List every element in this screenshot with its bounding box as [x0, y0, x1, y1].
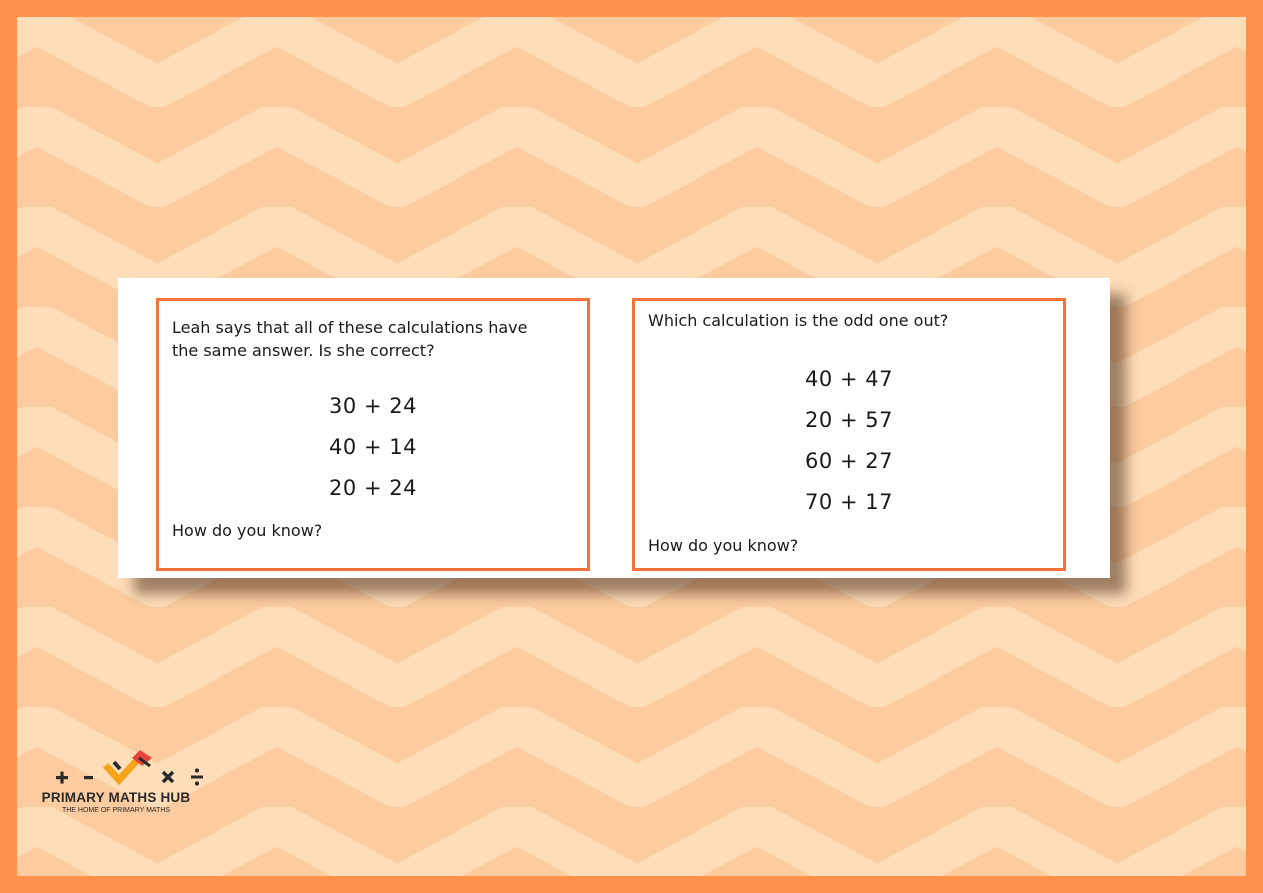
primary-maths-hub-logo [30, 736, 210, 816]
calculation: 30 + 24 [329, 394, 417, 418]
checkmark-icon [108, 750, 152, 780]
worksheet-panel [118, 278, 1110, 578]
calculation: 70 + 17 [805, 490, 893, 514]
calculation: 20 + 24 [329, 476, 417, 500]
prompt-line: the same answer. Is she correct? [172, 341, 435, 360]
logo-name: PRIMARY MATHS HUB [41, 790, 191, 805]
times-icon [163, 772, 173, 782]
minus-icon [84, 776, 93, 779]
plus-icon [56, 772, 68, 784]
card-prompt [172, 316, 572, 362]
calculation: 20 + 57 [805, 408, 893, 432]
card-prompt: Which calculation is the odd one out? [648, 311, 949, 330]
calculation: 40 + 14 [329, 435, 417, 459]
reasoning-card-left [156, 298, 590, 571]
follow-up-question: How do you know? [172, 521, 323, 540]
calculation: 60 + 27 [805, 449, 893, 473]
reasoning-card-right [632, 298, 1066, 571]
follow-up-question: How do you know? [648, 536, 799, 555]
logo-tagline: THE HOME OF PRIMARY MATHS [61, 807, 171, 814]
calculation-list [159, 386, 587, 509]
divide-icon [191, 768, 203, 785]
logo-symbols [30, 736, 210, 792]
calculation-list [635, 359, 1063, 523]
prompt-line: Leah says that all of these calculations have [172, 318, 528, 337]
calculation: 40 + 47 [805, 367, 893, 391]
